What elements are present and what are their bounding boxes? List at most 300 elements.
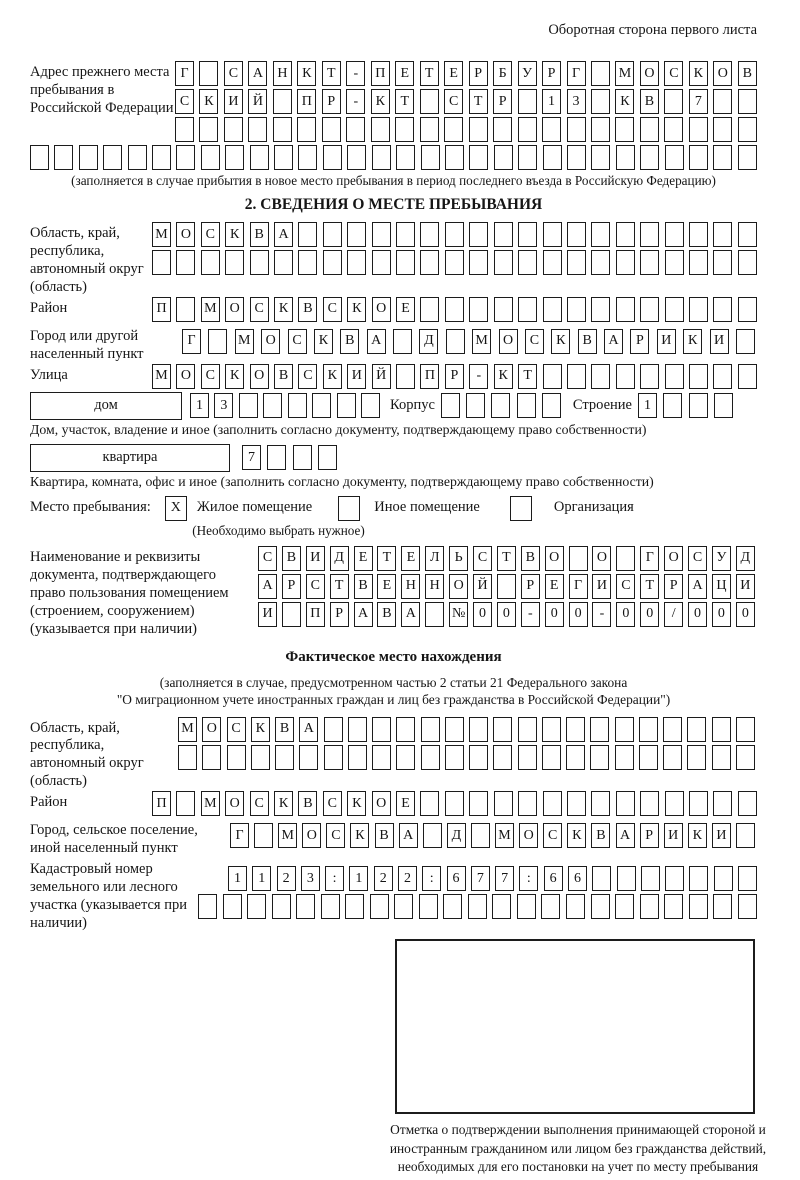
char-box[interactable] xyxy=(372,145,391,170)
char-box[interactable]: У xyxy=(712,546,731,571)
char-box[interactable] xyxy=(665,222,684,247)
char-box[interactable]: К xyxy=(615,89,634,114)
char-box[interactable] xyxy=(445,145,464,170)
char-box[interactable]: : xyxy=(422,866,441,891)
char-box[interactable]: Р xyxy=(322,89,341,114)
char-box[interactable] xyxy=(323,145,342,170)
char-box[interactable] xyxy=(518,117,537,142)
char-box[interactable]: И xyxy=(347,364,366,389)
char-box[interactable] xyxy=(274,145,293,170)
char-box[interactable]: 1 xyxy=(190,393,209,418)
char-box[interactable] xyxy=(201,250,220,275)
char-box[interactable]: О xyxy=(225,791,244,816)
char-box[interactable] xyxy=(566,894,585,919)
char-box[interactable] xyxy=(492,894,511,919)
char-box[interactable] xyxy=(736,717,755,742)
char-box[interactable]: М xyxy=(152,222,171,247)
char-box[interactable] xyxy=(198,894,217,919)
char-box[interactable] xyxy=(616,250,635,275)
char-box[interactable]: М xyxy=(495,823,514,848)
char-box[interactable]: Г xyxy=(567,61,586,86)
char-box[interactable]: 0 xyxy=(473,602,492,627)
char-box[interactable]: Т xyxy=(420,61,439,86)
char-box[interactable] xyxy=(469,297,488,322)
char-box[interactable] xyxy=(689,791,708,816)
char-box[interactable]: Й xyxy=(473,574,492,599)
char-box[interactable]: 6 xyxy=(447,866,466,891)
char-box[interactable]: О xyxy=(545,546,564,571)
char-box[interactable]: С xyxy=(250,791,269,816)
char-box[interactable] xyxy=(345,894,364,919)
char-box[interactable] xyxy=(591,89,610,114)
organizatsiya-checkbox[interactable] xyxy=(510,496,532,521)
char-box[interactable]: О xyxy=(640,61,659,86)
char-box[interactable]: К xyxy=(688,823,707,848)
char-box[interactable] xyxy=(591,222,610,247)
char-box[interactable] xyxy=(738,297,757,322)
char-box[interactable] xyxy=(393,329,412,354)
char-box[interactable]: Р xyxy=(664,574,683,599)
char-box[interactable] xyxy=(542,745,561,770)
char-box[interactable] xyxy=(468,894,487,919)
char-box[interactable] xyxy=(615,117,634,142)
char-box[interactable]: 0 xyxy=(688,602,707,627)
char-box[interactable]: - xyxy=(521,602,540,627)
char-box[interactable] xyxy=(640,117,659,142)
char-box[interactable] xyxy=(591,117,610,142)
char-box[interactable] xyxy=(687,717,706,742)
inoe-checkbox[interactable] xyxy=(338,496,360,521)
char-box[interactable] xyxy=(616,791,635,816)
char-box[interactable]: В xyxy=(298,791,317,816)
char-box[interactable]: С xyxy=(543,823,562,848)
char-box[interactable]: К xyxy=(347,791,366,816)
char-box[interactable]: В xyxy=(377,602,396,627)
char-box[interactable]: 3 xyxy=(301,866,320,891)
char-box[interactable] xyxy=(738,866,757,891)
char-box[interactable]: К xyxy=(199,89,218,114)
char-box[interactable]: К xyxy=(225,364,244,389)
char-box[interactable] xyxy=(713,791,732,816)
char-box[interactable] xyxy=(518,745,537,770)
char-box[interactable] xyxy=(175,117,194,142)
char-box[interactable] xyxy=(248,117,267,142)
char-box[interactable] xyxy=(347,145,366,170)
char-box[interactable] xyxy=(288,393,307,418)
char-box[interactable] xyxy=(566,717,585,742)
char-box[interactable] xyxy=(663,717,682,742)
char-box[interactable] xyxy=(371,117,390,142)
char-box[interactable] xyxy=(617,866,636,891)
char-box[interactable] xyxy=(420,297,439,322)
char-box[interactable] xyxy=(712,717,731,742)
char-box[interactable]: В xyxy=(298,297,317,322)
char-box[interactable] xyxy=(224,117,243,142)
char-box[interactable] xyxy=(443,894,462,919)
char-box[interactable] xyxy=(687,745,706,770)
char-box[interactable] xyxy=(497,574,516,599)
char-box[interactable] xyxy=(542,393,561,418)
char-box[interactable] xyxy=(616,297,635,322)
char-box[interactable] xyxy=(227,745,246,770)
char-box[interactable] xyxy=(713,297,732,322)
char-box[interactable] xyxy=(518,791,537,816)
char-box[interactable] xyxy=(274,250,293,275)
char-box[interactable]: П xyxy=(306,602,325,627)
char-box[interactable]: И xyxy=(657,329,676,354)
char-box[interactable]: В xyxy=(250,222,269,247)
char-box[interactable] xyxy=(518,297,537,322)
char-box[interactable] xyxy=(543,791,562,816)
char-box[interactable] xyxy=(445,222,464,247)
char-box[interactable] xyxy=(591,791,610,816)
char-box[interactable] xyxy=(324,745,343,770)
char-box[interactable] xyxy=(665,145,684,170)
char-box[interactable] xyxy=(202,745,221,770)
char-box[interactable] xyxy=(592,866,611,891)
char-box[interactable] xyxy=(567,297,586,322)
char-box[interactable]: М xyxy=(152,364,171,389)
char-box[interactable]: П xyxy=(152,297,171,322)
char-box[interactable]: П xyxy=(371,61,390,86)
char-box[interactable]: К xyxy=(274,791,293,816)
char-box[interactable] xyxy=(421,745,440,770)
char-box[interactable]: О xyxy=(225,297,244,322)
char-box[interactable]: К xyxy=(350,823,369,848)
char-box[interactable] xyxy=(494,791,513,816)
char-box[interactable] xyxy=(713,894,732,919)
char-box[interactable] xyxy=(103,145,122,170)
char-box[interactable]: Е xyxy=(396,791,415,816)
char-box[interactable] xyxy=(396,745,415,770)
char-box[interactable] xyxy=(372,222,391,247)
char-box[interactable] xyxy=(239,393,258,418)
char-box[interactable] xyxy=(293,445,312,470)
char-box[interactable]: С xyxy=(250,297,269,322)
char-box[interactable]: С xyxy=(298,364,317,389)
dom-widebox[interactable]: дом xyxy=(30,392,182,420)
char-box[interactable]: Б xyxy=(493,61,512,86)
char-box[interactable] xyxy=(738,894,757,919)
char-box[interactable]: А xyxy=(401,602,420,627)
char-box[interactable] xyxy=(250,250,269,275)
char-box[interactable]: 2 xyxy=(398,866,417,891)
char-box[interactable] xyxy=(420,791,439,816)
char-box[interactable]: 0 xyxy=(640,602,659,627)
char-box[interactable] xyxy=(567,117,586,142)
char-box[interactable] xyxy=(396,250,415,275)
char-box[interactable] xyxy=(396,364,415,389)
char-box[interactable] xyxy=(616,546,635,571)
char-box[interactable] xyxy=(567,145,586,170)
char-box[interactable]: О xyxy=(499,329,518,354)
char-box[interactable]: Т xyxy=(322,61,341,86)
char-box[interactable] xyxy=(664,89,683,114)
char-box[interactable] xyxy=(208,329,227,354)
char-box[interactable] xyxy=(445,250,464,275)
char-box[interactable] xyxy=(566,745,585,770)
char-box[interactable] xyxy=(348,717,367,742)
char-box[interactable]: 7 xyxy=(495,866,514,891)
char-box[interactable]: Ь xyxy=(449,546,468,571)
char-box[interactable] xyxy=(664,894,683,919)
char-box[interactable] xyxy=(736,745,755,770)
char-box[interactable] xyxy=(178,745,197,770)
char-box[interactable]: Т xyxy=(377,546,396,571)
char-box[interactable]: Р xyxy=(521,574,540,599)
char-box[interactable]: О xyxy=(449,574,468,599)
char-box[interactable]: П xyxy=(152,791,171,816)
char-box[interactable]: - xyxy=(592,602,611,627)
char-box[interactable]: 0 xyxy=(545,602,564,627)
char-box[interactable] xyxy=(714,393,733,418)
char-box[interactable]: Е xyxy=(354,546,373,571)
char-box[interactable] xyxy=(639,745,658,770)
char-box[interactable] xyxy=(639,717,658,742)
char-box[interactable]: Н xyxy=(425,574,444,599)
char-box[interactable]: 3 xyxy=(214,393,233,418)
char-box[interactable] xyxy=(738,250,757,275)
char-box[interactable] xyxy=(469,222,488,247)
char-box[interactable] xyxy=(665,297,684,322)
char-box[interactable] xyxy=(591,364,610,389)
char-box[interactable] xyxy=(471,823,490,848)
char-box[interactable]: О xyxy=(664,546,683,571)
char-box[interactable] xyxy=(689,250,708,275)
char-box[interactable] xyxy=(466,393,485,418)
char-box[interactable] xyxy=(323,222,342,247)
char-box[interactable] xyxy=(201,145,220,170)
char-box[interactable] xyxy=(616,145,635,170)
char-box[interactable]: 0 xyxy=(497,602,516,627)
char-box[interactable] xyxy=(665,791,684,816)
char-box[interactable] xyxy=(263,393,282,418)
char-box[interactable] xyxy=(517,393,536,418)
char-box[interactable] xyxy=(396,222,415,247)
char-box[interactable]: - xyxy=(346,61,365,86)
char-box[interactable]: В xyxy=(282,546,301,571)
char-box[interactable] xyxy=(421,145,440,170)
char-box[interactable] xyxy=(420,250,439,275)
char-box[interactable]: О xyxy=(519,823,538,848)
char-box[interactable] xyxy=(640,145,659,170)
char-box[interactable]: Д xyxy=(736,546,755,571)
char-box[interactable] xyxy=(469,250,488,275)
char-box[interactable] xyxy=(347,250,366,275)
char-box[interactable]: Е xyxy=(396,297,415,322)
char-box[interactable]: Е xyxy=(444,61,463,86)
char-box[interactable] xyxy=(518,717,537,742)
char-box[interactable] xyxy=(296,894,315,919)
char-box[interactable] xyxy=(361,393,380,418)
char-box[interactable] xyxy=(712,745,731,770)
char-box[interactable] xyxy=(518,250,537,275)
char-box[interactable]: 6 xyxy=(568,866,587,891)
char-box[interactable] xyxy=(494,145,513,170)
char-box[interactable] xyxy=(713,89,732,114)
char-box[interactable] xyxy=(445,791,464,816)
char-box[interactable] xyxy=(689,297,708,322)
char-box[interactable]: Р xyxy=(542,61,561,86)
char-box[interactable] xyxy=(736,329,755,354)
char-box[interactable] xyxy=(254,823,273,848)
char-box[interactable]: Т xyxy=(469,89,488,114)
char-box[interactable] xyxy=(640,894,659,919)
char-box[interactable] xyxy=(491,393,510,418)
char-box[interactable]: К xyxy=(347,297,366,322)
char-box[interactable] xyxy=(738,89,757,114)
char-box[interactable] xyxy=(425,602,444,627)
char-box[interactable] xyxy=(372,745,391,770)
char-box[interactable]: Е xyxy=(545,574,564,599)
char-box[interactable] xyxy=(298,145,317,170)
char-box[interactable] xyxy=(665,250,684,275)
char-box[interactable]: Р xyxy=(640,823,659,848)
char-box[interactable] xyxy=(346,117,365,142)
char-box[interactable] xyxy=(493,717,512,742)
char-box[interactable] xyxy=(394,894,413,919)
char-box[interactable] xyxy=(30,145,49,170)
char-box[interactable] xyxy=(445,717,464,742)
char-box[interactable]: И xyxy=(258,602,277,627)
char-box[interactable]: С xyxy=(473,546,492,571)
char-box[interactable]: : xyxy=(519,866,538,891)
char-box[interactable]: 0 xyxy=(736,602,755,627)
char-box[interactable]: С xyxy=(525,329,544,354)
char-box[interactable] xyxy=(250,145,269,170)
char-box[interactable] xyxy=(251,745,270,770)
char-box[interactable] xyxy=(665,866,684,891)
char-box[interactable] xyxy=(689,393,708,418)
char-box[interactable]: К xyxy=(567,823,586,848)
char-box[interactable] xyxy=(713,364,732,389)
char-box[interactable]: С xyxy=(444,89,463,114)
char-box[interactable]: С xyxy=(227,717,246,742)
char-box[interactable]: С xyxy=(323,297,342,322)
char-box[interactable] xyxy=(273,89,292,114)
char-box[interactable] xyxy=(267,445,286,470)
char-box[interactable]: О xyxy=(592,546,611,571)
char-box[interactable] xyxy=(79,145,98,170)
char-box[interactable]: М xyxy=(178,717,197,742)
char-box[interactable]: Ц xyxy=(712,574,731,599)
char-box[interactable] xyxy=(421,717,440,742)
char-box[interactable] xyxy=(469,145,488,170)
char-box[interactable] xyxy=(176,145,195,170)
char-box[interactable] xyxy=(128,145,147,170)
char-box[interactable]: О xyxy=(250,364,269,389)
char-box[interactable] xyxy=(337,393,356,418)
char-box[interactable]: 2 xyxy=(374,866,393,891)
char-box[interactable] xyxy=(445,297,464,322)
char-box[interactable] xyxy=(543,250,562,275)
char-box[interactable]: К xyxy=(551,329,570,354)
char-box[interactable]: М xyxy=(278,823,297,848)
char-box[interactable]: А xyxy=(248,61,267,86)
char-box[interactable] xyxy=(152,250,171,275)
char-box[interactable] xyxy=(713,117,732,142)
char-box[interactable]: : xyxy=(325,866,344,891)
char-box[interactable] xyxy=(420,89,439,114)
char-box[interactable]: С xyxy=(616,574,635,599)
char-box[interactable]: А xyxy=(604,329,623,354)
char-box[interactable]: А xyxy=(399,823,418,848)
char-box[interactable]: В xyxy=(354,574,373,599)
char-box[interactable]: М xyxy=(201,297,220,322)
char-box[interactable]: Р xyxy=(445,364,464,389)
char-box[interactable] xyxy=(640,297,659,322)
char-box[interactable] xyxy=(591,145,610,170)
char-box[interactable] xyxy=(591,894,610,919)
char-box[interactable]: А xyxy=(274,222,293,247)
char-box[interactable] xyxy=(543,364,562,389)
char-box[interactable] xyxy=(225,145,244,170)
char-box[interactable]: Н xyxy=(401,574,420,599)
char-box[interactable]: К xyxy=(274,297,293,322)
char-box[interactable] xyxy=(736,823,755,848)
char-box[interactable]: Д xyxy=(330,546,349,571)
char-box[interactable]: С xyxy=(326,823,345,848)
char-box[interactable]: О xyxy=(372,297,391,322)
char-box[interactable]: В xyxy=(591,823,610,848)
char-box[interactable]: И xyxy=(224,89,243,114)
char-box[interactable] xyxy=(738,791,757,816)
char-box[interactable]: А xyxy=(616,823,635,848)
char-box[interactable]: И xyxy=(664,823,683,848)
char-box[interactable]: К xyxy=(251,717,270,742)
char-box[interactable]: Г xyxy=(175,61,194,86)
char-box[interactable] xyxy=(446,329,465,354)
char-box[interactable] xyxy=(590,745,609,770)
char-box[interactable] xyxy=(616,222,635,247)
char-box[interactable] xyxy=(518,222,537,247)
char-box[interactable] xyxy=(713,145,732,170)
char-box[interactable] xyxy=(615,894,634,919)
char-box[interactable] xyxy=(664,117,683,142)
char-box[interactable]: 7 xyxy=(689,89,708,114)
char-box[interactable]: К xyxy=(225,222,244,247)
char-box[interactable] xyxy=(420,117,439,142)
char-box[interactable]: Т xyxy=(330,574,349,599)
char-box[interactable] xyxy=(641,866,660,891)
char-box[interactable] xyxy=(541,894,560,919)
char-box[interactable] xyxy=(738,364,757,389)
char-box[interactable] xyxy=(713,250,732,275)
char-box[interactable]: Д xyxy=(447,823,466,848)
char-box[interactable]: И xyxy=(736,574,755,599)
char-box[interactable] xyxy=(543,297,562,322)
char-box[interactable] xyxy=(640,222,659,247)
char-box[interactable] xyxy=(299,745,318,770)
char-box[interactable]: Е xyxy=(401,546,420,571)
char-box[interactable]: В xyxy=(640,89,659,114)
char-box[interactable]: 7 xyxy=(471,866,490,891)
char-box[interactable] xyxy=(689,866,708,891)
char-box[interactable] xyxy=(322,117,341,142)
char-box[interactable]: 1 xyxy=(542,89,561,114)
char-box[interactable]: В xyxy=(738,61,757,86)
char-box[interactable] xyxy=(493,745,512,770)
char-box[interactable]: У xyxy=(518,61,537,86)
char-box[interactable]: В xyxy=(578,329,597,354)
char-box[interactable]: И xyxy=(712,823,731,848)
char-box[interactable]: 0 xyxy=(569,602,588,627)
char-box[interactable] xyxy=(640,364,659,389)
char-box[interactable]: Т xyxy=(497,546,516,571)
char-box[interactable] xyxy=(176,791,195,816)
char-box[interactable]: Е xyxy=(377,574,396,599)
char-box[interactable]: С xyxy=(306,574,325,599)
